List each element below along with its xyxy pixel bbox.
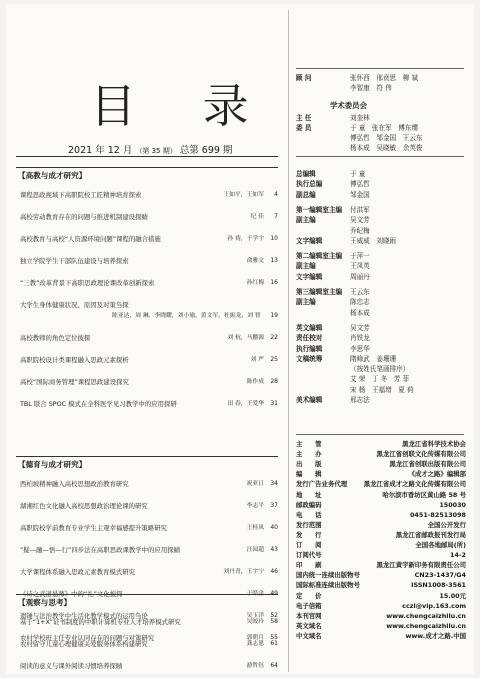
publish-row [296, 561, 466, 570]
publish-label: 国内统一连续出版物号 [296, 571, 360, 580]
toc-entry[interactable] [20, 377, 278, 387]
page-number: 58 [270, 618, 278, 625]
masthead-label: 总编辑 [296, 170, 316, 178]
publish-label: 发行广告业务代理 [296, 480, 348, 489]
article-title: 遗锤与法治教学中生活化教学模式的运用刍论 [20, 612, 148, 620]
article-title: 大学课程体系融入思政元素教育模式研究 [20, 568, 136, 576]
masthead-label: 文字编辑 [296, 236, 323, 245]
masthead-value: 陈忠志 [350, 298, 370, 307]
masthead-label: 第三编辑室主编 [296, 288, 343, 296]
article-title: 基于“1+X”证书制度的中职计算机专业人才培养模式研究 [20, 618, 181, 626]
publish-label: 订阅代号 [296, 551, 322, 560]
masthead-value: 于 童 [350, 170, 366, 178]
masthead-value: 傅弘哲 邹金国 王云东 [350, 134, 423, 142]
editor-row [296, 180, 370, 189]
article-author: 龚志恩 [246, 641, 264, 647]
publish-value: CN23-1437/G4 [414, 571, 466, 580]
editor-row [296, 298, 370, 307]
page-title: 目 录 [90, 79, 275, 133]
section-heading: 【德育与成才研究】 [18, 460, 87, 469]
page-number: 7 [274, 213, 278, 220]
page-number: 43 [270, 546, 278, 553]
masthead-value: 乔纪梅 [350, 226, 370, 235]
editor-row [296, 191, 370, 200]
article-author: 吴皎玲 [246, 619, 264, 625]
masthead-label: 顾 问 [296, 74, 312, 82]
toc-entry[interactable] [20, 523, 278, 533]
toc-entry[interactable] [20, 617, 278, 627]
editor-row [296, 252, 370, 261]
article-title: 高职院校设计类课程融入思政元素探析 [20, 356, 129, 364]
editor-row [296, 216, 370, 225]
article-title: 高校教师的角色定位披探 [20, 334, 91, 342]
article-title: 《诗之武道悬师》中的“礼”文化披探 [20, 590, 123, 598]
toc-entry[interactable] [20, 545, 278, 555]
editor-row [296, 206, 370, 215]
masthead-value: 周丽丹 [350, 272, 370, 281]
publish-value: www.chengcaizhilu.cn [386, 611, 466, 620]
masthead-label: 委 员 [296, 124, 312, 132]
publish-label: 中文域名 [296, 631, 322, 640]
publish-value: 黑龙江省创联文化传媒有限公司 [376, 450, 466, 459]
article-title: 高校劳动教育存在的问题与推进机制建设探赜 [20, 213, 148, 221]
publish-value: 全国公开发行 [427, 520, 466, 529]
masthead-label: 文字编辑 [296, 272, 323, 281]
article-title: 农村学校班主任专业认同存在的问题与对策研究 [20, 634, 155, 642]
issue-line [68, 142, 232, 156]
page-number: 40 [270, 524, 278, 531]
editor-row [296, 170, 365, 179]
page-number: 37 [270, 502, 278, 509]
toc-entry[interactable] [20, 278, 278, 288]
masthead-value: 邢志法 [350, 396, 370, 404]
masthead-value: 杨本成 [350, 308, 370, 317]
toc-entry[interactable] [20, 234, 278, 244]
mast-rule [296, 68, 464, 69]
section-heading: 【高教与成才研究】 [18, 171, 87, 180]
publish-label: 邮政编码 [296, 500, 322, 509]
advisors-row [296, 74, 418, 83]
publish-value: 黑龙江省科学技术协会 [402, 440, 466, 448]
publish-value: 黑龙江省邮政报刊发行局 [395, 530, 466, 539]
page-number: 49 [270, 590, 278, 597]
publish-label: 印 刷 [296, 561, 322, 570]
committee-title: 学术委员会 [330, 101, 367, 110]
publish-row [296, 470, 466, 479]
masthead-value: 刘奎林 [350, 114, 370, 122]
publish-row [296, 571, 466, 580]
masthead-value: 傅弘哲 [350, 180, 370, 189]
publish-row [296, 480, 466, 489]
masthead-label: 英文编辑 [296, 323, 323, 332]
editor-row [296, 355, 396, 364]
masthead-value: 于 童 张在军 傅东缨 [350, 124, 419, 132]
page-number: 46 [270, 568, 278, 575]
article-title: 陈亚达，周 琳，李晓耀，刘小瑜，黄文军，杜振龙，刘 智 [112, 313, 261, 319]
publish-value: 150030 [439, 500, 466, 509]
publish-label: 英文域名 [296, 621, 322, 630]
masthead-label: 主 任 [296, 114, 312, 122]
article-author: 俞雅文 [246, 258, 264, 264]
publish-value: 15.00元 [439, 591, 466, 600]
masthead-value: 艾 荣 丁 冬 芳 菲 [350, 375, 410, 384]
publish-row [296, 501, 466, 510]
publish-row [296, 592, 466, 601]
masthead-value: 王威威 刘晓雨 [350, 236, 397, 245]
article-title: 湖湘红色文化融入高校思想政治理论课的研究 [20, 502, 148, 510]
publish-label: 订 阅 [296, 541, 322, 549]
toc-entry[interactable] [20, 355, 278, 365]
publish-label: 出 版 [296, 460, 322, 469]
article-title: 西柏坡精神融入高校思想政治教育研究 [20, 480, 129, 488]
publish-row [296, 581, 466, 590]
article-title: 高校“国际商务管理”课程思政建设探究 [20, 378, 129, 386]
masthead-label: 副主编 [296, 216, 316, 225]
publish-label: 编 辑 [296, 470, 322, 479]
page-number: 31 [270, 400, 278, 407]
masthead-value: 李智康 符 伟 [350, 84, 392, 92]
page-number: 13 [270, 257, 278, 264]
publish-value: 黑龙江省成才之路文化传媒有限公司 [363, 480, 466, 489]
editor-row [296, 324, 370, 333]
masthead-label: 执行编辑 [296, 344, 323, 353]
article-title: 高职院校学前教育专业学生主观幸福感提升策略研究 [20, 524, 167, 532]
editor-row [296, 237, 396, 246]
masthead-value: 张怀西 邢贲思 柳 斌 [350, 74, 419, 82]
publish-label: 主 办 [296, 450, 322, 459]
article-title: “三教”改革背景下高职思政理论课改革创新探索 [20, 279, 155, 287]
article-author: 祝亚日 [246, 481, 264, 487]
article-title: 高校教育与高校“人资源环境问题”课程的融合措施 [20, 235, 161, 243]
toc-entry[interactable] [20, 639, 278, 649]
publish-row [296, 622, 466, 631]
page-number: 4 [274, 191, 278, 198]
members-row [296, 134, 423, 143]
page-number: 25 [270, 356, 278, 363]
publish-value: www.成才之路.中国 [405, 631, 466, 640]
mast-rule [296, 434, 464, 435]
article-author: 游哲钰 [246, 663, 264, 669]
page-number: 34 [270, 480, 278, 487]
publish-value: ISSN1008-3561 [411, 581, 466, 590]
article-author: 刘 杭，马鹏源 [227, 335, 264, 341]
chair-row [296, 114, 370, 123]
toc-entry[interactable] [20, 661, 278, 671]
toc-entry[interactable] [20, 501, 278, 511]
publish-value: 0451-82513098 [409, 510, 466, 519]
mast-rule [296, 156, 464, 157]
editor-row [296, 345, 370, 354]
page-number: 52 [270, 612, 278, 619]
publish-value: 黑龙江省创联出版有限公司 [389, 460, 466, 469]
masthead-value: 付洪军 [350, 205, 370, 214]
toc-entry[interactable] [20, 300, 278, 310]
journal-page [6, 4, 474, 674]
article-author: 于皓金 [246, 591, 264, 597]
section-rule [16, 167, 278, 168]
article-author: 郭朝月 [246, 635, 264, 641]
publish-row [296, 450, 466, 459]
editor-row [296, 386, 414, 395]
publish-label: 电 话 [296, 510, 322, 519]
page-number: 28 [270, 378, 278, 385]
article-title: 阅读的意义与课外阅读习惯培养探赜 [20, 662, 123, 670]
masthead-value: 王云东 [350, 288, 370, 296]
article-title: 农村留守儿童心理健康关爱服务体系构建研究 [20, 640, 148, 648]
publish-value: 黑龙江黄宇新印务有限责任公司 [376, 561, 466, 570]
masthead-label: 美术编辑 [296, 396, 323, 404]
toc-entry[interactable] [20, 212, 278, 222]
editor-row [296, 365, 409, 374]
article-author: 陈作成 [246, 379, 264, 385]
publish-row [296, 521, 466, 530]
toc-entry[interactable] [20, 311, 278, 321]
article-title: “疑—融—悟—行”四步法在高职思政课教学中的应用探赜 [20, 546, 180, 554]
members-row [296, 124, 418, 133]
publish-value: www.chengcaizhilu.cn [386, 621, 466, 630]
publish-label: 电子信箱 [296, 601, 322, 610]
members-row [296, 144, 423, 153]
masthead-value: （按姓氏笔画排序） [350, 365, 410, 374]
publish-row [296, 531, 466, 540]
article-author: 王如平，王如军 [223, 192, 264, 198]
masthead-label: 执行总编 [296, 180, 323, 189]
publish-value: 全国各地邮局(所) [415, 541, 466, 549]
publish-value: 哈尔滨市香坊区黄山路 58 号 [382, 490, 466, 499]
article-author: 吴玉洋 [246, 613, 264, 619]
masthead-label: 副总编 [296, 190, 316, 199]
article-author: 李志平 [246, 503, 264, 509]
toc-entry[interactable] [20, 479, 278, 489]
masthead-value: 隋峰武 姜珊珊 [350, 354, 397, 363]
article-author: 汪园超 [246, 547, 264, 553]
editor-row [296, 227, 370, 236]
page-number: 10 [270, 235, 278, 242]
masthead-value: 李思华 [350, 344, 370, 353]
masthead-value: 王凤英 [350, 262, 370, 271]
publish-label: 主 管 [296, 440, 322, 448]
masthead-value: 邹金国 [350, 190, 370, 199]
section-heading: 【观察与思考】 [18, 598, 72, 607]
article-author: 田 春，王爱华 [227, 401, 264, 407]
article-author: 王桂凤 [246, 525, 264, 531]
publish-row [296, 511, 466, 520]
article-title: 独立学院学生干部队伍建设与培养探索 [20, 257, 129, 265]
masthead-label: 责任校对 [296, 334, 323, 343]
page-number: 22 [270, 334, 278, 341]
masthead-label: 第一编辑室主编 [296, 205, 343, 214]
article-author: 孙 祷，于学宇 [227, 236, 264, 242]
page-number: 16 [270, 279, 278, 286]
publish-label: 定 价 [296, 591, 322, 600]
masthead-label: 文稿统筹 [296, 354, 323, 363]
page-number: 64 [270, 662, 278, 669]
publish-value: 14-2 [450, 551, 466, 560]
toc-entry[interactable] [20, 333, 278, 343]
total-issue: 总第 699 期 [179, 145, 233, 156]
publish-row [296, 612, 466, 621]
publish-label: 国际标准连续出版物号 [296, 581, 360, 590]
publish-value: cczl@vip.163.com [402, 601, 466, 610]
masthead-value: 吴文芳 [350, 216, 370, 225]
publish-value: 《成才之路》编辑部 [408, 470, 466, 479]
publish-row [296, 491, 466, 500]
page-number: 19 [270, 312, 278, 319]
editor-row [296, 334, 370, 343]
publish-row [296, 440, 466, 449]
editor-row [296, 309, 370, 318]
editor-row [296, 262, 370, 271]
column-divider [288, 10, 289, 672]
masthead-value: 宋 杨 王福增 夏 荷 [350, 385, 414, 394]
toc-entry[interactable] [20, 190, 278, 200]
page-number: 61 [270, 640, 278, 647]
article-title: 大学生身体健康状况、原因及对策刍探 [20, 301, 129, 309]
publish-row [296, 602, 466, 611]
publish-row [296, 551, 466, 560]
toc-entry[interactable] [20, 567, 278, 577]
masthead-value: 吴文芳 [350, 323, 370, 332]
publish-label: 地 址 [296, 490, 322, 499]
editor-row [296, 273, 370, 282]
page-number: 55 [270, 634, 278, 641]
article-author: 刘丹青，王宇宁 [223, 569, 264, 575]
masthead-label: 副主编 [296, 298, 316, 307]
advisors-row [296, 84, 392, 93]
section-rule [16, 594, 278, 595]
toc-entry[interactable] [20, 399, 278, 409]
toc-entry[interactable] [20, 256, 278, 266]
masthead-value: 于萍一 [350, 252, 370, 261]
title-rule [16, 156, 278, 157]
masthead-label: 第二编辑室主编 [296, 252, 343, 261]
article-author: 刘 严 [250, 357, 264, 363]
masthead-value: 肖铁龙 [350, 334, 370, 343]
publish-label: 发 行 [296, 530, 322, 539]
publish-row [296, 632, 466, 641]
editor-row [296, 396, 370, 405]
issue-number: （第 35 期） [135, 147, 177, 155]
masthead-value: 杨本成 吴晓敏 余英俊 [350, 144, 423, 152]
article-author: 孙红梅 [246, 280, 264, 286]
editor-row [296, 375, 409, 384]
editor-row [296, 288, 370, 297]
issue-date: 2021 年 12 月 [68, 145, 133, 156]
masthead-label: 副主编 [296, 262, 316, 271]
article-author: 纪 佳 [250, 214, 264, 220]
section-rule [16, 456, 278, 457]
publish-row [296, 460, 466, 469]
publish-label: 本刊官网 [296, 611, 322, 620]
publish-label: 发行范围 [296, 520, 322, 529]
article-title: 课程思政视域下高职院校工匠精神培育探索 [20, 191, 142, 199]
publish-row [296, 541, 466, 550]
article-title: TBL 联合 SPOC 模式在全科医学见习教学中的应用探研 [20, 400, 177, 408]
